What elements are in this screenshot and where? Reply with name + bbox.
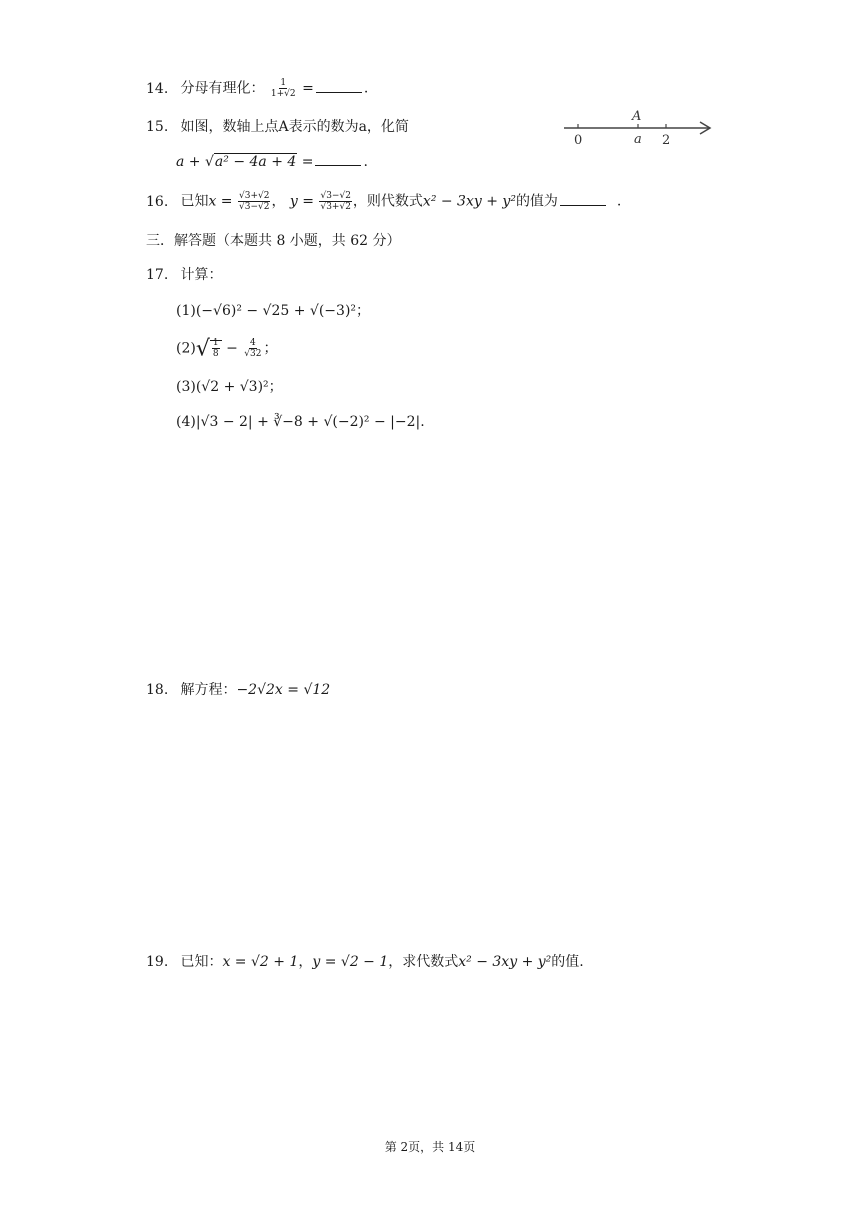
x-definition: x = √2 + 1 bbox=[222, 954, 299, 970]
minus-sign: − bbox=[226, 340, 238, 357]
question-text: 已知： bbox=[180, 954, 223, 970]
y-definition: y = √2 − 1 bbox=[312, 954, 389, 970]
expression: x² − 3xy + y² bbox=[458, 954, 552, 970]
question-text: 分母有理化： bbox=[180, 80, 265, 97]
x-fraction bbox=[238, 191, 270, 212]
equals-sign: = bbox=[302, 80, 314, 97]
fraction-denominator: √3+√2 bbox=[320, 202, 351, 212]
fraction-numerator: 1 bbox=[280, 78, 287, 88]
question-text: 如图，数轴上点A表示的数为a，化简 bbox=[180, 119, 409, 135]
part-label: (2) bbox=[176, 340, 196, 357]
fraction-denominator: √32 bbox=[244, 349, 262, 359]
question-17-part-4: (4)|√3 − 2| + ∛−8 + √(−2)² − |−2|. bbox=[176, 414, 425, 430]
question-number: 14. bbox=[146, 80, 169, 97]
period: . bbox=[363, 154, 368, 170]
question-number: 15. bbox=[146, 119, 169, 135]
question-15 bbox=[146, 117, 409, 137]
question-number: 18. bbox=[146, 682, 169, 698]
equation: −2√2x = √12 bbox=[236, 682, 331, 698]
radicand: a² − 4a + 4 bbox=[214, 154, 297, 170]
period: . bbox=[616, 193, 622, 210]
question-tail: 的值. bbox=[551, 954, 584, 970]
question-17-part-3: (3)(√2 + √3)²； bbox=[176, 379, 283, 395]
question-number: 19. bbox=[146, 954, 169, 970]
fraction-denominator: 1+√2 bbox=[270, 89, 296, 99]
answer-blank[interactable] bbox=[316, 80, 362, 93]
fraction bbox=[212, 338, 220, 359]
question-16 bbox=[146, 191, 621, 212]
question-text: 计算： bbox=[180, 267, 223, 283]
separator: ， bbox=[298, 954, 313, 970]
question-tail: 的值为 bbox=[515, 193, 558, 210]
radicand bbox=[210, 340, 222, 357]
fraction-numerator: √3−√2 bbox=[320, 191, 351, 201]
question-19 bbox=[146, 952, 584, 972]
question-17-part-1: (1)(−√6)² − √25 + √(−3)²； bbox=[176, 303, 371, 319]
fraction-numerator: √3+√2 bbox=[238, 191, 270, 201]
question-number: 16. bbox=[146, 193, 169, 210]
fraction bbox=[243, 338, 262, 359]
question-text: 已知 bbox=[180, 193, 209, 210]
answer-blank[interactable] bbox=[560, 193, 606, 206]
y-lhs: y = bbox=[289, 193, 314, 210]
tick-label-zero: 0 bbox=[574, 133, 583, 148]
question-15-line2 bbox=[176, 152, 368, 172]
semicolon: ； bbox=[263, 340, 278, 357]
tick-label-two: 2 bbox=[662, 133, 671, 148]
square-root-sign: √ bbox=[195, 336, 210, 362]
x-lhs: x = bbox=[208, 193, 233, 210]
answer-blank[interactable] bbox=[315, 153, 361, 166]
fraction-denominator: √3−√2 bbox=[238, 202, 270, 212]
expression: x² − 3xy + y² bbox=[422, 193, 516, 210]
number-line-figure bbox=[560, 106, 720, 150]
period: . bbox=[363, 80, 369, 97]
question-text-post: ，求代数式 bbox=[388, 954, 459, 970]
section-heading: 三．解答题（本题共 8 小题，共 62 分） bbox=[146, 233, 401, 249]
y-fraction bbox=[319, 191, 351, 212]
question-17 bbox=[146, 265, 222, 285]
question-17-part-2 bbox=[176, 336, 278, 362]
fraction-denominator: 8 bbox=[212, 349, 219, 359]
fraction-numerator: 1 bbox=[212, 338, 219, 348]
question-18 bbox=[146, 680, 330, 700]
question-number: 17. bbox=[146, 267, 169, 283]
point-label-A: A bbox=[632, 109, 642, 124]
tick-label-a: a bbox=[634, 132, 642, 147]
page-footer: 第 2页，共 14页 bbox=[384, 1140, 476, 1154]
expression-prefix: a + bbox=[176, 154, 201, 170]
fraction bbox=[270, 78, 297, 99]
question-14 bbox=[146, 78, 368, 99]
square-root: √a² − 4a + 4 bbox=[204, 154, 297, 170]
question-text-post: ，则代数式 bbox=[352, 193, 423, 210]
separator: ， bbox=[271, 193, 286, 210]
fraction-numerator: 4 bbox=[249, 338, 256, 348]
equals-sign: = bbox=[301, 154, 314, 170]
question-text: 解方程： bbox=[180, 682, 237, 698]
